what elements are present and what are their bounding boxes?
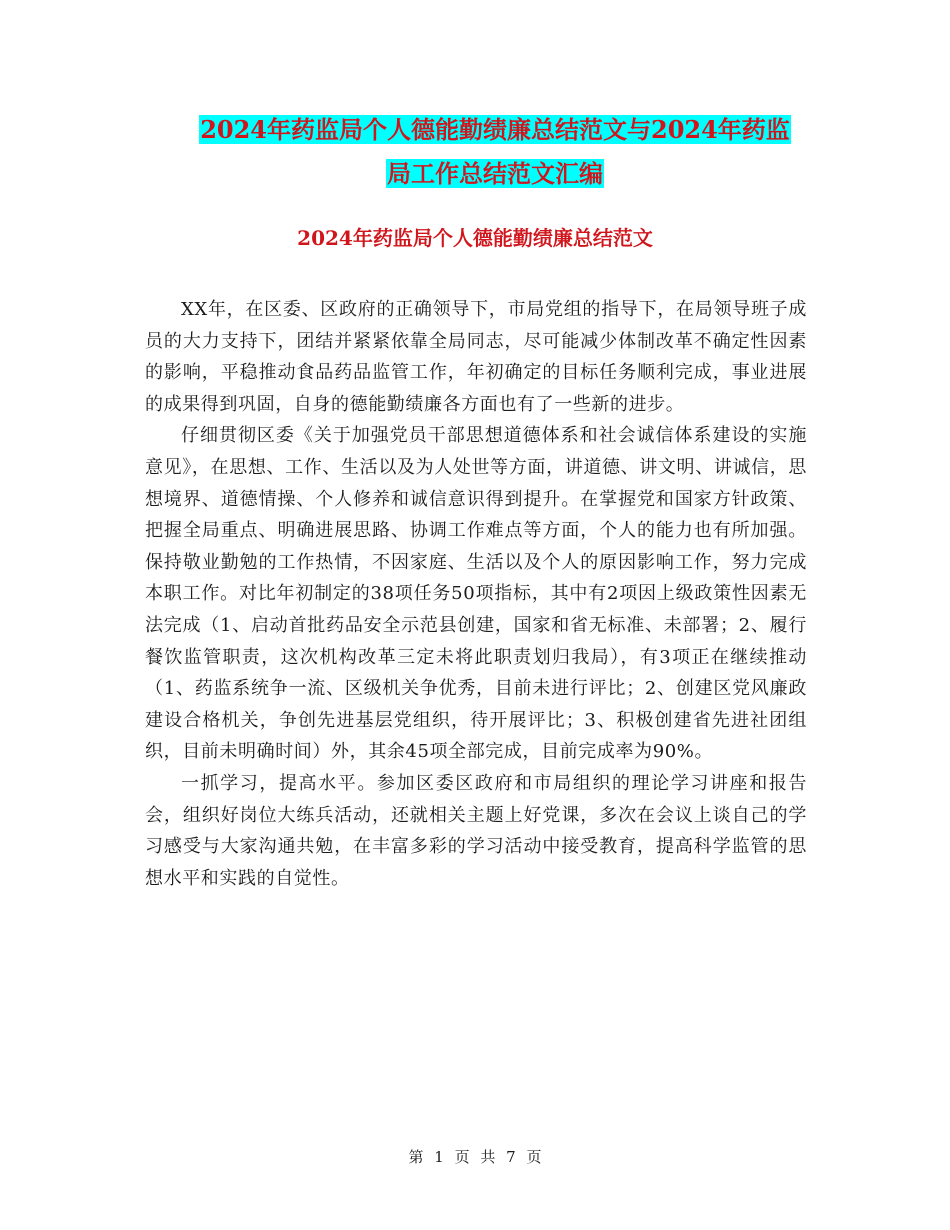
document-body	[145, 294, 807, 894]
document-title-text-1: 2024年药监局个人德能勤绩廉总结范文与2024年药监	[200, 115, 790, 144]
paragraph-1: XX年，在区委、区政府的正确领导下，市局党组的指导下，在局领导班子成员的大力支持下，团结并紧紧依靠全局同志，尽可能减少体制改革不确定性因素的影响，平稳推动食品药品监管工作，年初确定的目标任务顺利完成，事业进展的成果得到巩固，自身的德能勤绩廉各方面也有了一些新的进步。	[145, 299, 807, 415]
document-title-line-2	[120, 156, 870, 192]
document-title-text-2: 局工作总结范文汇编	[387, 159, 603, 188]
document-title-line-1	[120, 112, 870, 148]
paragraph-2: 仔细贯彻区委《关于加强党员干部思想道德体系和社会诚信体系建设的实施意见》，在思想、工作、生活以及为人处世等方面，讲道德、讲文明、讲诚信，思想境界、道德情操、个人修养和诚信意识得到提升。在掌握党和国家方针政策、把握全局重点、明确进展思路、协调工作难点等方面，个人的能力也有所加强。保持敬业勤勉的工作热情，不因家庭、生活以及个人的原因影响工作，努力完成本职工作。对比年初制定的38项任务50项指标，其中有2项因上级政策性因素无法完成（1、启动首批药品安全示范县创建，国家和省无标准、未部署；2、履行餐饮监管职责，这次机构改革三定未将此职责划归我局），有3项正在继续推动（1、药监系统争一流、区级机关争优秀，目前未进行评比；2、创建区党风廉政建设合格机关，争创先进基层党组织，待开展评比；3、积极创建省先进社团组织，目前未明确时间）外，其余45项全部完成，目前完成率为90%。	[145, 425, 807, 763]
page-footer: 第 1 页 共 7 页	[408, 1148, 542, 1166]
section-title: 2024年药监局个人德能勤绩廉总结范文	[297, 226, 653, 250]
paragraph-3: 一抓学习，提高水平。参加区委区政府和市局组织的理论学习讲座和报告会，组织好岗位大练兵活动，还就相关主题上好党课，多次在会议上谈自己的学习感受与大家沟通共勉，在丰富多彩的学习活动中接受教育，提高科学监管的思想水平和实践的自觉性。	[145, 772, 807, 889]
